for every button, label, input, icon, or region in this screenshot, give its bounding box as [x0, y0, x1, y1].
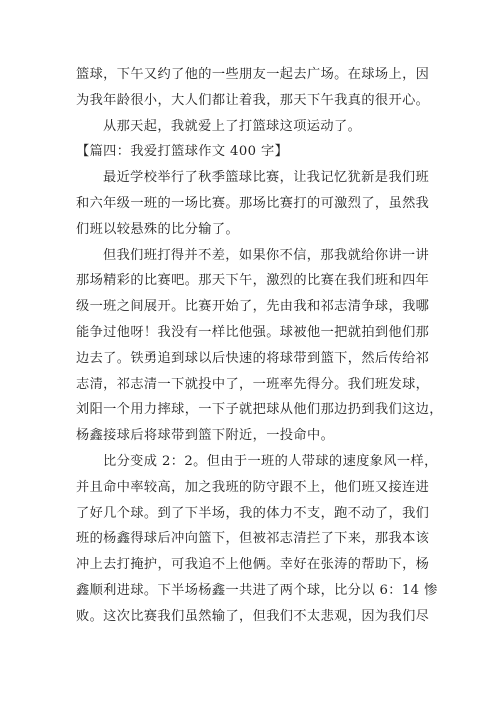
text-line: 级一班之间展开。比赛开始了，先由我和祁志清争球，我哪 — [76, 299, 430, 315]
text-line: 志清，祁志清一下就投中了，一班率先得分。我们班发球， — [76, 376, 430, 392]
text-line: 篮球，下午又约了他的一些朋友一起去广场。在球场上，因 — [76, 67, 430, 82]
text-line: 鑫顺利进球。下半场杨鑫一共进了两个球，比分以 6：14 惨 — [76, 582, 438, 598]
text-line: 并且命中率较高，加之我班的防守跟不上，他们班又接连进 — [76, 479, 430, 495]
text-line: 杨鑫接球后将球带到篮下附近，一投命中。 — [76, 428, 335, 444]
text-line: 但我们班打得并不差，如果你不信，那我就给你讲一讲 — [103, 247, 430, 263]
text-line: 冲上去打掩护，可我追不上他俩。幸好在张涛的帮助下，杨 — [76, 557, 430, 573]
text-line: 了好几个球。到了下半场，我的体力不支，跑不动了，我们 — [76, 505, 430, 521]
text-line: 最近学校举行了秋季篮球比赛，让我记忆犹新是我们班 — [103, 170, 430, 186]
text-line: 从那天起，我就爱上了打篮球这项运动了。 — [103, 118, 362, 134]
text-line: 刘阳一个用力摔球，一下子就把球从他们那边扔到我们这边， — [76, 402, 443, 418]
text-line: 们班以较悬殊的比分输了。 — [76, 221, 240, 237]
text-line: 能争过他呀！我没有一样比他强。球被他一把就拍到他们那 — [76, 324, 430, 340]
section-heading: 【篇四：我爱打篮球作文 400 字】 — [76, 144, 289, 160]
text-line: 班的杨鑫得球后冲向篮下，但被祁志清拦了下来，那我本该 — [76, 531, 430, 547]
text-line: 败。这次比赛我们虽然输了，但我们不太悲观，因为我们尽 — [76, 608, 430, 624]
essay-text-block — [76, 62, 443, 630]
text-line: 为我年龄很小，大人们都让着我，那天下午我真的很开心。 — [76, 92, 430, 108]
text-line: 边去了。铁勇追到球以后快速的将球带到篮下，然后传给祁 — [76, 350, 430, 366]
text-line: 比分变成 2：2。但由于一班的人带球的速度象风一样， — [103, 453, 438, 469]
text-line: 那场精彩的比赛吧。那天下午，激烈的比赛在我们班和四年 — [76, 273, 430, 289]
text-line: 和六年级一班的一场比赛。那场比赛打的可激烈了，虽然我 — [76, 195, 430, 211]
